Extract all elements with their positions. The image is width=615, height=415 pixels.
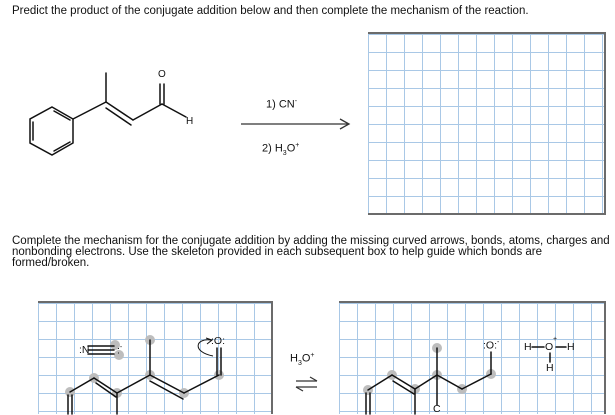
reactant-hydrogen: H bbox=[186, 116, 194, 127]
hydronium-h-bottom: H bbox=[546, 362, 554, 374]
hydronium-positive-charge: + bbox=[553, 336, 558, 343]
question-1-text: Predict the product of the conjugate addition below and then complete the mechanism of the reaction. bbox=[12, 5, 529, 17]
reagent-2-charge: + bbox=[295, 142, 300, 149]
cyano-carbon: C bbox=[433, 403, 441, 415]
reagent-2-h: 2) H bbox=[262, 142, 283, 155]
reagent-1-text: 1) CN bbox=[266, 98, 295, 111]
hydronium-h: H bbox=[290, 352, 298, 365]
reactant-oxygen: O bbox=[158, 69, 166, 80]
hydronium-subscript: 3 bbox=[297, 359, 302, 367]
hydronium-o: O bbox=[301, 352, 311, 365]
alkoxide-charge: - bbox=[497, 339, 500, 346]
hydronium-h-right: H bbox=[567, 341, 575, 353]
carbonyl-oxygen: :O: bbox=[211, 335, 226, 347]
hydronium-oxygen: O bbox=[545, 341, 554, 353]
hydronium-h-left: H bbox=[524, 341, 532, 353]
reagent-1-charge: - bbox=[294, 98, 298, 105]
hydronium-charge: + bbox=[310, 352, 315, 359]
reagent-2-o: O bbox=[286, 142, 296, 155]
cyanide-nitrogen: :N bbox=[79, 344, 90, 356]
question-2-text: Complete the mechanism for the conjugate addition by adding the missing curved arrows, bonds, atoms, charges and nonbonding electrons. Use the skeleton provided in each subsequent box to help guide which bonds are formed/broken. bbox=[12, 235, 610, 269]
alkoxide-oxygen bbox=[483, 339, 499, 352]
reagent-2-subscript: 3 bbox=[282, 149, 287, 157]
cyanide-charge: - bbox=[119, 344, 123, 351]
cyanide-lone-pair-dots: : bbox=[117, 344, 120, 357]
alkoxide-oxygen-text: :O: bbox=[483, 339, 498, 352]
